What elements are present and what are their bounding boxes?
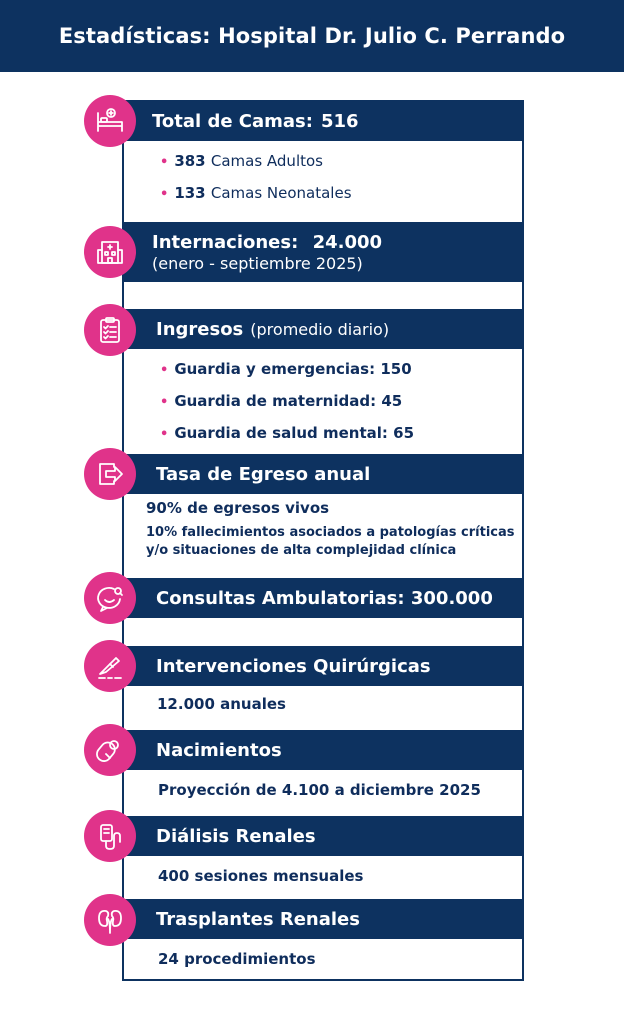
trasplantes-text: 24 procedimientos [158, 950, 316, 968]
ingresos-band [122, 309, 524, 349]
nacimientos-band [122, 730, 524, 770]
internaciones-title: Internaciones: [152, 231, 299, 253]
dialysis-icon [84, 810, 136, 862]
egreso-line1: 90% de egresos vivos [146, 499, 330, 517]
bullet-icon: • [160, 427, 169, 442]
egreso-line2a: 10% fallecimientos asociados a patologías críticas [146, 525, 515, 540]
hospital-building-icon [84, 226, 136, 278]
bed-icon [84, 95, 136, 147]
bullet-icon: • [160, 187, 169, 202]
scalpel-icon [84, 640, 136, 692]
intervenciones-text: 12.000 anuales [157, 695, 286, 713]
internaciones-value: 24.000 [312, 231, 383, 253]
ingresos-note: (promedio diario) [250, 319, 390, 339]
internaciones-band [122, 222, 524, 282]
trasplantes-band [122, 899, 524, 939]
nacimientos-title: Nacimientos [156, 739, 282, 761]
kidneys-icon [84, 894, 136, 946]
bullet-icon: • [160, 155, 169, 170]
baby-icon [84, 724, 136, 776]
ingresos-item-maternidad: • Guardia de maternidad: 45 [160, 392, 403, 410]
egreso-title: Tasa de Egreso anual [156, 463, 371, 485]
egreso-band [122, 454, 524, 494]
page-title: Estadísticas: Hospital Dr. Julio C. Perrando [58, 24, 566, 48]
internaciones-subtitle: (enero - septiembre 2025) [152, 253, 363, 273]
ingresos-item-emergencias: • Guardia y emergencias: 150 [160, 360, 412, 378]
ingresos-title: Ingresos [156, 318, 244, 340]
bullet-icon: • [160, 395, 169, 410]
dialisis-band [122, 816, 524, 856]
camas-title: Total de Camas: [152, 110, 313, 132]
header-bar [0, 0, 624, 72]
trasplantes-title: Trasplantes Renales [156, 908, 360, 930]
ingresos-item-salud-mental: • Guardia de salud mental: 65 [160, 424, 415, 442]
dialisis-title: Diálisis Renales [156, 825, 316, 847]
intervenciones-title: Intervenciones Quirúrgicas [156, 655, 431, 677]
clipboard-checklist-icon [84, 304, 136, 356]
bullet-icon: • [160, 363, 169, 378]
camas-value: 516 [320, 110, 359, 132]
egreso-line2b: y/o situaciones de alta complejidad clínica [146, 543, 457, 558]
camas-item-neonatales: • 133 Camas Neonatales [160, 184, 352, 202]
nacimientos-text: Proyección de 4.100 a diciembre 2025 [158, 781, 481, 799]
consultas-title: Consultas Ambulatorias: 300.000 [156, 587, 493, 609]
camas-item-adultos: • 383 Camas Adultos [160, 152, 323, 170]
intervenciones-band [122, 646, 524, 686]
dialisis-text: 400 sesiones mensuales [158, 867, 364, 885]
consultas-band [122, 578, 524, 618]
exit-arrow-icon [84, 448, 136, 500]
speech-bubble-icon [84, 572, 136, 624]
camas-band [122, 101, 524, 141]
